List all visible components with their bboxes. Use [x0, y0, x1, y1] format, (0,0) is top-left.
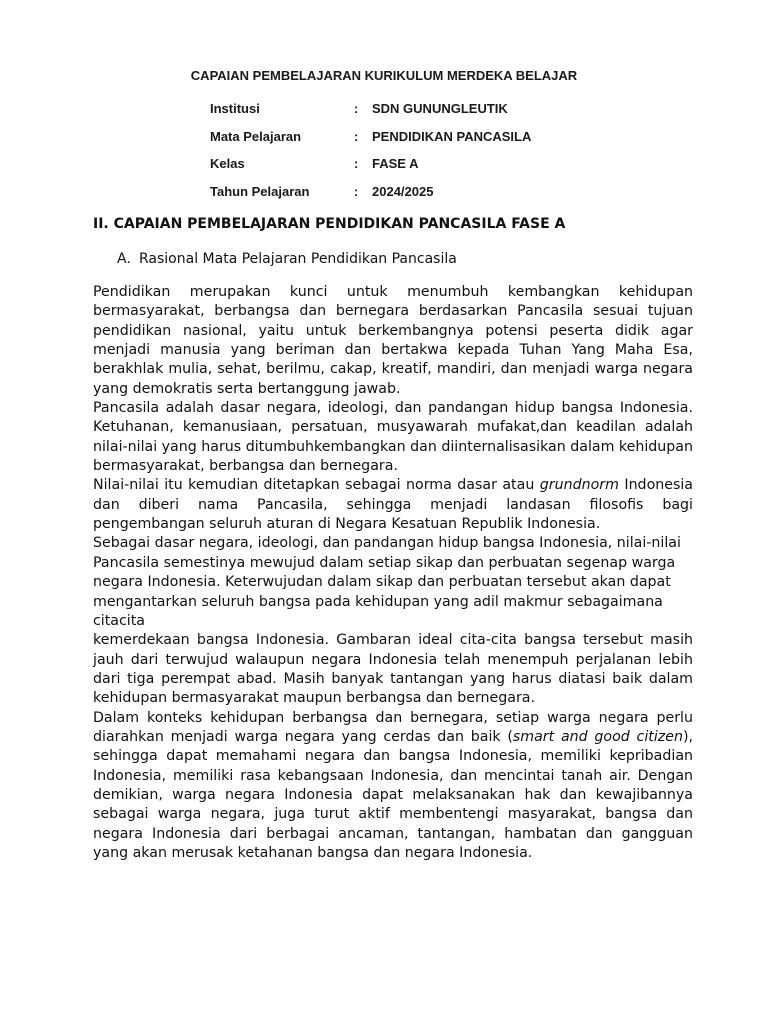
- meta-colon: :: [354, 128, 359, 144]
- paragraph-3-text-end: Indonesia dan diberi nama Pancasila, sehingga menjadi landasan filosofis bagi pengembangan seluruh aturan di Negara Kesatuan Republik Indonesia.: [93, 477, 693, 533]
- subheading: [117, 251, 457, 267]
- paragraph-1: Pendidikan merupakan kunci untuk menumbuh kembangkan kehidupan bermasyarakat, berbangsa dan bernegara berdasarkan Pancasila sesuai tujuan pendidikan nasional, yaitu untuk berkembangnya potensi peserta didik agar menjadi manusia yang beriman dan bertakwa kepada Tuhan Yang Maha Esa, berakhlak mulia, sehat, berilmu, cakap, kreatif, mandiri, dan menjadi warga negara yang demokratis serta bertanggung jawab.: [93, 284, 693, 397]
- subheading-number: A.: [117, 251, 131, 267]
- meta-value: PENDIDIKAN PANCASILA: [372, 128, 532, 144]
- meta-row-mata-pelajaran: [210, 123, 531, 151]
- meta-colon: :: [354, 156, 359, 172]
- meta-label: Kelas: [210, 156, 245, 172]
- meta-colon: :: [354, 183, 359, 199]
- document-title: CAPAIAN PEMBELAJARAN KURIKULUM MERDEKA BELAJAR: [190, 68, 578, 83]
- meta-row-kelas: [210, 150, 531, 178]
- paragraph-6-italic: smart and good citizen: [512, 728, 683, 745]
- paragraph-2: Pancasila adalah dasar negara, ideologi, dan pandangan hidup bangsa Indonesia. Ketuhanan, kemanusiaan, persatuan, musyawarah mufakat,dan keadilan adalah nilai-nilai yang harus ditumbuhkembangkan dan diinternalisasikan dalam kehidupan bermasyarakat, berbangsa dan bernegara.: [93, 400, 693, 475]
- meta-row-tahun-pelajaran: [210, 178, 531, 206]
- paragraph-3-italic: grundnorm: [539, 477, 619, 494]
- paragraph-5: kemerdekaan bangsa Indonesia. Gambaran ideal cita-cita bangsa tersebut masih jauh dari terwujud walaupun negara Indonesia telah menempuh perjalanan lebih dari tiga perempat abad. Masih banyak tantangan yang harus diatasi baik dalam kehidupan bermasyarakat maupun berbangsa dan bernegara.: [93, 632, 693, 707]
- meta-value: 2024/2025: [372, 183, 434, 199]
- document-meta-table: [210, 95, 531, 205]
- paragraph-6-text-end: ), sehingga dapat memahami negara dan bangsa Indonesia, memiliki kepribadian Indonesia, memiliki rasa kebangsaan Indonesia, dan mencintai tanah air. Dengan demikian, warga negara Indonesia dapat melaksanakan hak dan kewajibannya sebagai warga negara, juga turut aktif membentengi masyarakat, bangsa dan negara Indonesia dari berbagai ancaman, tantangan, hambatan dan gangguan yang akan merusak ketahanan bangsa dan negara Indonesia.: [93, 728, 694, 861]
- meta-colon: :: [354, 101, 359, 117]
- meta-value: SDN GUNUNGLEUTIK: [372, 101, 508, 117]
- paragraph-4: Sebagai dasar negara, ideologi, dan pandangan hidup bangsa Indonesia, nilai-nilai Pancasila semestinya mewujud dalam setiap sikap dan perbuatan segenap warga negara Indonesia. Keterwujudan dalam sikap dan perbuatan tersebut akan dapat mengantarkan seluruh bangsa pada kehidupan yang adil makmur sebagaimana citacita: [93, 535, 681, 629]
- paragraph-6: [93, 709, 693, 864]
- meta-value: FASE A: [372, 156, 419, 172]
- meta-label: Mata Pelajaran: [210, 128, 302, 144]
- body-text: [93, 283, 693, 863]
- section-heading: II. CAPAIAN PEMBELAJARAN PENDIDIKAN PANCASILA FASE A: [93, 216, 566, 232]
- paragraph-6-text: Dalam konteks kehidupan berbangsa dan bernegara, setiap warga negara perlu diarahkan menjadi warga negara yang cerdas dan baik (: [93, 709, 693, 745]
- meta-label: Institusi: [210, 101, 260, 117]
- subheading-text: Rasional Mata Pelajaran Pendidikan Pancasila: [139, 251, 457, 267]
- paragraph-3-text: Nilai-nilai itu kemudian ditetapkan sebagai norma dasar atau: [93, 477, 540, 494]
- meta-label: Tahun Pelajaran: [210, 183, 310, 199]
- paragraph-3: [93, 476, 693, 534]
- meta-row-institusi: [210, 95, 531, 123]
